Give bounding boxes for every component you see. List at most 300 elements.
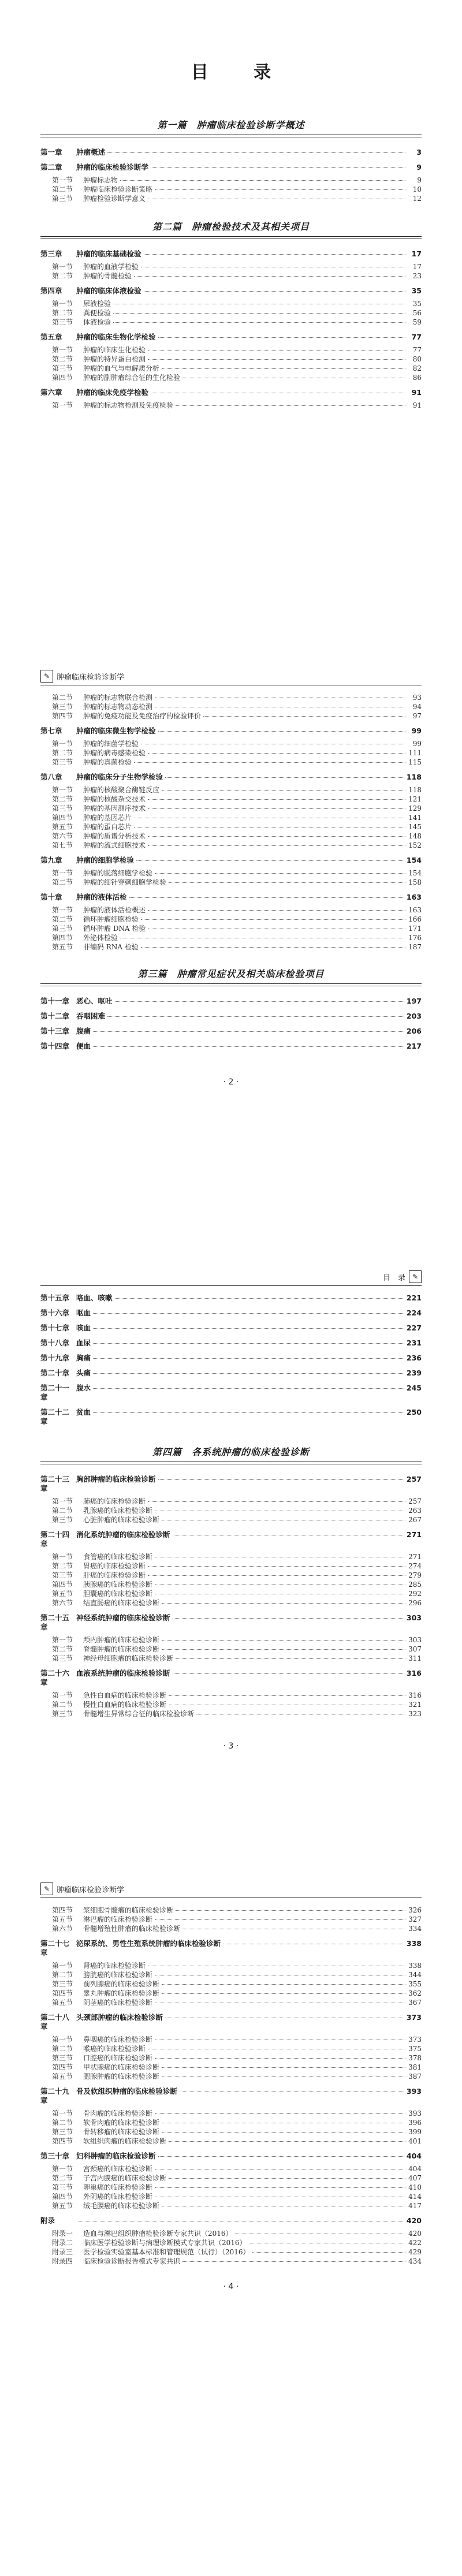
- dot-leader: [120, 180, 405, 181]
- toc-chapter-row: [40, 2216, 422, 2225]
- toc-page-number: 367: [408, 1999, 422, 2007]
- toc-text: 肿瘤的特异蛋白检测: [83, 355, 146, 363]
- dot-leader: [155, 2187, 405, 2188]
- toc-page-number: 323: [408, 1710, 422, 1718]
- toc-section-row: [40, 2174, 422, 2183]
- toc-label: 第一节: [52, 176, 73, 184]
- toc-page-number: 93: [412, 694, 422, 702]
- toc-page-number: 355: [408, 1980, 422, 1988]
- toc-label: 第一节: [52, 786, 73, 794]
- page-number: · 4 ·: [223, 2282, 239, 2291]
- dot-leader: [148, 808, 405, 809]
- dot-leader: [162, 1603, 405, 1604]
- toc-text: 咳血: [76, 1324, 91, 1332]
- toc-page-number: 203: [406, 1012, 422, 1020]
- dot-leader: [155, 873, 405, 874]
- toc-text: 急性白血病的临床检验诊断: [83, 1691, 167, 1699]
- toc-section-row: [40, 711, 422, 721]
- toc-label: 第一节: [52, 263, 73, 271]
- toc-chapter-row: [40, 893, 422, 902]
- toc-section-row: [40, 1700, 422, 1709]
- toc-page-number: 115: [408, 758, 422, 766]
- toc-text: 膀胱癌的临床检验诊断: [83, 1971, 153, 1979]
- toc-label: 第二节: [52, 878, 73, 886]
- toc-label: 第二十八章: [40, 2013, 70, 2031]
- toc-text: 血尿: [76, 1339, 91, 1347]
- toc-section-row: [40, 804, 422, 813]
- toc-text: 非编码 RNA 检验: [83, 943, 139, 951]
- toc-text: 胃癌的临床检验诊断: [83, 1562, 146, 1570]
- toc-page-number: 381: [408, 2063, 422, 2071]
- toc-text: 子宫内膜癌的临床检验诊断: [83, 2174, 167, 2182]
- toc-page-number: 206: [406, 1027, 422, 1035]
- toc-section-row: [40, 2183, 422, 2192]
- dot-leader: [176, 1910, 405, 1911]
- toc-label: 第四节: [52, 2063, 73, 2071]
- toc-label: 第二节: [52, 355, 73, 363]
- toc-page-number: 94: [412, 703, 422, 711]
- toc-text: 肿瘤的脱落细胞学检验: [83, 869, 153, 877]
- toc-label: 第十七章: [40, 1324, 70, 1332]
- toc-page-number: 227: [406, 1324, 422, 1332]
- toc-text: 临床医学检验诊断与病理诊断模式专家共识（2016）: [83, 2239, 247, 2247]
- toc-page-number: 316: [408, 1691, 422, 1699]
- dot-leader: [155, 189, 405, 190]
- toc-label: 第二节: [52, 749, 73, 757]
- toc-page-number: 10: [412, 185, 422, 193]
- toc-section-row: [40, 1645, 422, 1654]
- dot-leader: [169, 1695, 405, 1696]
- toc-section-row: [40, 262, 422, 271]
- toc-label: 第二节: [52, 795, 73, 803]
- toc-label: 第一节: [52, 1636, 73, 1644]
- toc-label: 第二章: [40, 163, 62, 172]
- toc-label: 第一节: [52, 2109, 73, 2118]
- toc-text: 腮腺肿瘤的临床检验诊断: [83, 2072, 160, 2081]
- toc-section-row: [40, 176, 422, 185]
- toc-text: 肿瘤的临床基础检验: [76, 249, 141, 258]
- toc-text: 呕血: [76, 1308, 91, 1317]
- toc-label: 第一节: [52, 1962, 73, 1970]
- dot-leader: [162, 2132, 405, 2133]
- toc-text: 肿瘤的标志物检测及免疫检验: [83, 401, 174, 409]
- toc-page-number: 77: [411, 333, 422, 341]
- toc-text: 骨及软组织肿瘤的临床检验诊断: [76, 2087, 178, 2096]
- toc-page-number: 111: [408, 749, 422, 757]
- toc-chapter-row: [40, 163, 422, 172]
- toc-section-row: [40, 1580, 422, 1589]
- toc-page-number: 129: [408, 804, 422, 812]
- toc-text: 肿瘤的核酸聚合酶链反应: [83, 786, 160, 794]
- toc-text: 肿瘤的真菌检验: [83, 758, 132, 766]
- toc-label: 第十一章: [40, 997, 70, 1005]
- toc-text: 肿瘤的病毒感染检验: [83, 749, 146, 757]
- toc-page-number: 429: [408, 2248, 422, 2256]
- toc-section-row: [40, 924, 422, 933]
- toc-label: 第三节: [52, 804, 73, 812]
- toc-label: 第二节: [52, 1645, 73, 1653]
- toc-label: 第三节: [52, 2183, 73, 2191]
- toc-label: 第二节: [52, 2174, 73, 2182]
- toc-text: 肿瘤的临床体液检验: [76, 286, 141, 295]
- toc-section-row: [40, 822, 422, 832]
- toc-label: 第十章: [40, 893, 62, 901]
- toc-section-row: [40, 308, 422, 318]
- toc-list-4a: [40, 1906, 422, 2266]
- header-title: 肿瘤临床检验诊断学: [57, 1885, 125, 1895]
- toc-section-row: [40, 1598, 422, 1608]
- dot-leader: [144, 291, 405, 292]
- toc-page-number: 17: [411, 249, 422, 258]
- toc-page-number: 197: [406, 997, 422, 1005]
- toc-section-row: [40, 299, 422, 308]
- toc-text: 肝癌的临床检验诊断: [83, 1571, 146, 1579]
- toc-page-number: 396: [408, 2119, 422, 2127]
- toc-section-row: [40, 933, 422, 942]
- header-title: 肿瘤临床检验诊断学: [57, 673, 125, 682]
- toc-label: 第一节: [52, 346, 73, 354]
- toc-text: 结直肠癌的临床检验诊断: [83, 1599, 160, 1607]
- running-header: [383, 1270, 422, 1283]
- toc-label: 第一节: [52, 2036, 73, 2044]
- toc-page-number: 296: [408, 1599, 422, 1607]
- toc-label: 第三节: [52, 195, 73, 203]
- toc-page-number: 311: [408, 1654, 422, 1662]
- toc-section-row: [40, 748, 422, 758]
- toc-page-number: 303: [406, 1613, 422, 1622]
- dot-leader: [162, 1649, 405, 1650]
- toc-section-row: [40, 905, 422, 915]
- toc-page-number: 292: [408, 1590, 422, 1598]
- toc-page-number: 163: [408, 906, 422, 914]
- toc-section-row: [40, 2247, 422, 2257]
- page-number: · 2 ·: [223, 1078, 239, 1087]
- dot-leader: [148, 1501, 405, 1502]
- toc-text: 鼻咽癌的临床检验诊断: [83, 2036, 153, 2044]
- toc-label: 第十四章: [40, 1042, 70, 1050]
- dot-leader: [165, 777, 404, 778]
- toc-text: 消化系统肿瘤的临床检验诊断: [76, 1530, 170, 1539]
- toc-label: 第三节: [52, 1516, 73, 1524]
- toc-page-number: 141: [408, 814, 422, 822]
- toc-page-number: 338: [406, 1939, 422, 1948]
- toc-label: 第五节: [52, 2202, 73, 2210]
- toc-page-number: 321: [408, 1701, 422, 1709]
- dot-leader: [115, 1001, 404, 1002]
- book-icon: ✎: [40, 1882, 53, 1895]
- toc-text: 吞咽困难: [76, 1012, 106, 1020]
- dot-leader: [158, 2156, 404, 2157]
- toc-list-2b: [40, 997, 422, 1051]
- toc-label: 第四节: [52, 1989, 73, 1997]
- toc-text: 肿瘤的免疫功能及免疫治疗的检验评价: [83, 712, 202, 720]
- toc-page-number: 362: [408, 1989, 422, 1997]
- toc-page-1: [40, 58, 422, 410]
- toc-section-row: [40, 1561, 422, 1571]
- toc-section-row: [40, 1497, 422, 1506]
- toc-section-row: [40, 702, 422, 711]
- toc-section-row: [40, 1691, 422, 1700]
- dot-leader: [155, 2113, 405, 2114]
- toc-text: 阴茎癌的临床检验诊断: [83, 1999, 153, 2007]
- toc-page-number: 239: [406, 1369, 422, 1377]
- toc-label: 第二十章: [40, 1369, 70, 1377]
- toc-label: 第二节: [52, 915, 73, 923]
- toc-section-row: [40, 758, 422, 767]
- toc-text: 医学检验实验室基本标准和管理规范（试行）（2016）: [83, 2248, 250, 2256]
- toc-text: 神经系统肿瘤的临床检验诊断: [76, 1613, 170, 1622]
- dot-leader: [203, 716, 405, 717]
- toc-text: 肿瘤临床检验诊断策略: [83, 185, 153, 193]
- toc-label: 第二节: [52, 1507, 73, 1515]
- toc-section-row: [40, 185, 422, 194]
- toc-page-number: 236: [406, 1354, 422, 1362]
- toc-page-number: 334: [408, 1925, 422, 1933]
- toc-text: 妇科肿瘤的临床检验诊断: [76, 2152, 156, 2160]
- toc-label: 第四节: [52, 934, 73, 942]
- toc-section-row: [40, 1979, 422, 1989]
- toc-text: 肿瘤的细针穿刺细胞学检验: [83, 878, 167, 886]
- toc-label: 附录四: [52, 2257, 73, 2265]
- toc-text: 肿瘤的基因芯片: [83, 814, 132, 822]
- dot-leader: [141, 947, 405, 948]
- toc-page-number: 257: [408, 1497, 422, 1505]
- dot-leader: [136, 860, 404, 861]
- dot-leader: [173, 1618, 404, 1619]
- toc-page-number: 307: [408, 1645, 422, 1653]
- toc-page-number: 420: [406, 2216, 422, 2225]
- toc-label: 第二节: [52, 1562, 73, 1570]
- toc-chapter-row: [40, 1530, 422, 1549]
- toc-text: 肿瘤概述: [76, 148, 106, 156]
- toc-chapter-row: [40, 1384, 422, 1402]
- toc-chapter-row: [40, 1339, 422, 1348]
- toc-text: 心脏肿瘤的临床检验诊断: [83, 1516, 160, 1524]
- toc-text: 软组织肉瘤的临床检验诊断: [83, 2137, 167, 2145]
- page-number: · 3 ·: [223, 1742, 239, 1751]
- toc-chapter-row: [40, 249, 422, 259]
- toc-section-row: [40, 785, 422, 795]
- toc-label: 第六节: [52, 1925, 73, 1933]
- toc-chapter-row: [40, 1613, 422, 1632]
- toc-text: 卵巢癌的临床检验诊断: [83, 2183, 153, 2191]
- toc-text: 肿瘤的基因测序技术: [83, 804, 146, 812]
- toc-list-3b: [40, 1475, 422, 1718]
- toc-page-number: 263: [408, 1507, 422, 1515]
- toc-text: 肿瘤的临床生化检验: [83, 346, 146, 354]
- toc-label: 第五章: [40, 333, 62, 341]
- toc-label: 第三十章: [40, 2152, 70, 2160]
- toc-page-number: 91: [412, 401, 422, 409]
- toc-text: 贫血: [76, 1408, 91, 1416]
- toc-page-number: 35: [411, 286, 422, 295]
- dot-leader: [93, 1358, 404, 1359]
- toc-page-number: 316: [406, 1669, 422, 1677]
- toc-chapter-row: [40, 333, 422, 342]
- book-icon: ✎: [409, 1270, 422, 1283]
- toc-text: 甲状腺癌的临床检验诊断: [83, 2063, 160, 2071]
- dot-leader: [162, 1984, 405, 1985]
- toc-text: 浆细胞骨髓瘤的临床检验诊断: [83, 1906, 174, 1914]
- toc-text: 肿瘤的骨髓检验: [83, 272, 132, 280]
- toc-chapter-row: [40, 1027, 422, 1036]
- dot-leader: [113, 313, 405, 314]
- toc-text: 粪便检验: [83, 309, 111, 317]
- toc-label: 第一章: [40, 148, 62, 156]
- page-title: 目 录: [191, 62, 291, 83]
- dot-leader: [252, 2252, 405, 2253]
- part-title-2: 第二篇 肿瘤检验技术及其相关项目: [40, 219, 422, 237]
- dot-leader: [162, 1993, 405, 1994]
- toc-page-number: 373: [408, 2036, 422, 2044]
- toc-page-number: 224: [406, 1308, 422, 1317]
- toc-page-number: 404: [406, 2152, 422, 2160]
- toc-text: 睾丸肿瘤的临床检验诊断: [83, 1989, 160, 1997]
- toc-label: 第一节: [52, 401, 73, 409]
- toc-page-number: 91: [411, 388, 422, 397]
- toc-text: 骨肉瘤的临床检验诊断: [83, 2109, 153, 2118]
- toc-label: 第五节: [52, 2072, 73, 2081]
- toc-page-number: 285: [408, 1580, 422, 1589]
- toc-section-row: [40, 2257, 422, 2266]
- toc-page-number: 250: [406, 1408, 422, 1416]
- toc-text: 软骨肉瘤的临床检验诊断: [83, 2119, 160, 2127]
- toc-section-row: [40, 878, 422, 887]
- toc-page-number: 375: [408, 2045, 422, 2053]
- toc-text: 外阴癌的临床检验诊断: [83, 2193, 153, 2201]
- toc-page-number: 414: [408, 2193, 422, 2201]
- toc-chapter-row: [40, 1324, 422, 1333]
- toc-label: 第十三章: [40, 1027, 70, 1035]
- toc-text: 口腔癌的临床检验诊断: [83, 2054, 153, 2062]
- toc-page-number: 99: [412, 740, 422, 748]
- toc-page-number: 3: [416, 148, 422, 156]
- part-title-3: 第三篇 肿瘤常见症状及相关临床检验项目: [40, 967, 422, 984]
- toc-chapter-row: [40, 1012, 422, 1021]
- toc-text: 肿瘤标志物: [83, 176, 118, 184]
- dot-leader: [148, 799, 405, 800]
- toc-page-3: [40, 1270, 422, 1751]
- toc-section-row: [40, 2118, 422, 2127]
- toc-section-row: [40, 1654, 422, 1663]
- toc-page-number: 171: [408, 924, 422, 933]
- toc-section-row: [40, 1970, 422, 1979]
- dot-leader: [148, 1575, 405, 1576]
- dot-leader: [158, 337, 405, 338]
- toc-section-row: [40, 1589, 422, 1598]
- toc-page-number: 267: [408, 1516, 422, 1524]
- toc-label: 附录二: [52, 2239, 73, 2247]
- toc-section-row: [40, 1961, 422, 1970]
- toc-text: 循环肿瘤 DNA 检验: [83, 924, 146, 933]
- dot-leader: [93, 1046, 404, 1047]
- toc-label: 第三节: [52, 1980, 73, 1988]
- toc-text: 肿瘤的血气与电解质分析: [83, 364, 160, 372]
- toc-text: 骨髓增殖性肿瘤的临床检验诊断: [83, 1925, 181, 1933]
- toc-label: 第二十四章: [40, 1530, 70, 1548]
- dot-leader: [169, 882, 405, 883]
- dot-leader: [93, 1031, 404, 1032]
- toc-text: 头颈部肿瘤的临床检验诊断: [76, 2013, 163, 2022]
- dot-leader: [158, 731, 405, 732]
- toc-page-number: 118: [408, 786, 422, 794]
- toc-label: 第四章: [40, 286, 62, 295]
- toc-label: 第四节: [52, 374, 73, 382]
- toc-list-1b: [40, 249, 422, 410]
- toc-text: 神经母细胞瘤的临床检验诊断: [83, 1654, 174, 1662]
- toc-section-row: [40, 1709, 422, 1718]
- toc-text: 喉癌的临床检验诊断: [83, 2045, 146, 2053]
- toc-label: 第二节: [52, 272, 73, 280]
- toc-text: 肿瘤的质谱分析技术: [83, 832, 146, 840]
- toc-text: 肿瘤的蛋白芯片: [83, 823, 132, 831]
- toc-page-number: 338: [408, 1962, 422, 1970]
- toc-page-number: 274: [408, 1562, 422, 1570]
- toc-label: 第七节: [52, 841, 73, 849]
- toc-page-number: 410: [408, 2183, 422, 2191]
- dot-leader: [107, 1016, 404, 1017]
- toc-section-row: [40, 401, 422, 410]
- toc-page-number: 401: [408, 2137, 422, 2145]
- toc-page-2: [40, 670, 422, 1087]
- toc-label: 第二十三章: [40, 1475, 70, 1493]
- dot-leader: [162, 1640, 405, 1641]
- toc-page-number: 99: [411, 726, 422, 735]
- toc-text: 慢性白血病的临床检验诊断: [83, 1701, 167, 1709]
- toc-chapter-row: [40, 1042, 422, 1051]
- toc-chapter-row: [40, 2013, 422, 2031]
- toc-label: 第一节: [52, 869, 73, 877]
- toc-page-number: 303: [408, 1636, 422, 1644]
- toc-label: 第二节: [52, 185, 73, 193]
- toc-page-number: 373: [406, 2013, 422, 2022]
- dot-leader: [148, 753, 405, 754]
- dot-leader: [176, 405, 405, 406]
- toc-section-row: [40, 2137, 422, 2146]
- toc-label: 第九章: [40, 856, 62, 864]
- toc-page-number: 148: [408, 832, 422, 840]
- toc-chapter-row: [40, 773, 422, 782]
- toc-section-row: [40, 813, 422, 822]
- toc-text: 肿瘤的临床免疫学检验: [76, 388, 149, 397]
- toc-label: 第二十一章: [40, 1384, 70, 1401]
- toc-label: 第二十五章: [40, 1613, 70, 1631]
- toc-label: 第一节: [52, 1497, 73, 1505]
- toc-text: 胰腺癌的临床检验诊断: [83, 1580, 153, 1589]
- toc-label: 第十六章: [40, 1308, 70, 1317]
- toc-chapter-row: [40, 1293, 422, 1303]
- toc-section-row: [40, 2072, 422, 2081]
- toc-page-number: 187: [408, 943, 422, 951]
- dot-leader: [93, 1343, 404, 1344]
- toc-text: 血液系统肿瘤的临床检验诊断: [76, 1669, 170, 1677]
- toc-section-row: [40, 841, 422, 850]
- toc-section-row: [40, 194, 422, 203]
- toc-page-number: 163: [406, 893, 422, 901]
- toc-text: 脊髓肿瘤的临床检验诊断: [83, 1645, 160, 1653]
- toc-text: 腹痛: [76, 1027, 91, 1035]
- toc-label: 第四节: [52, 2137, 73, 2145]
- toc-page-number: 393: [406, 2087, 422, 2096]
- toc-label: 第三节: [52, 2128, 73, 2136]
- toc-label: 第三节: [52, 1571, 73, 1579]
- dot-leader: [169, 2178, 405, 2179]
- toc-chapter-row: [40, 1308, 422, 1318]
- dot-leader: [148, 845, 405, 846]
- toc-label: 第八章: [40, 773, 62, 781]
- toc-page-number: 434: [408, 2257, 422, 2265]
- toc-label: 附录三: [52, 2248, 73, 2256]
